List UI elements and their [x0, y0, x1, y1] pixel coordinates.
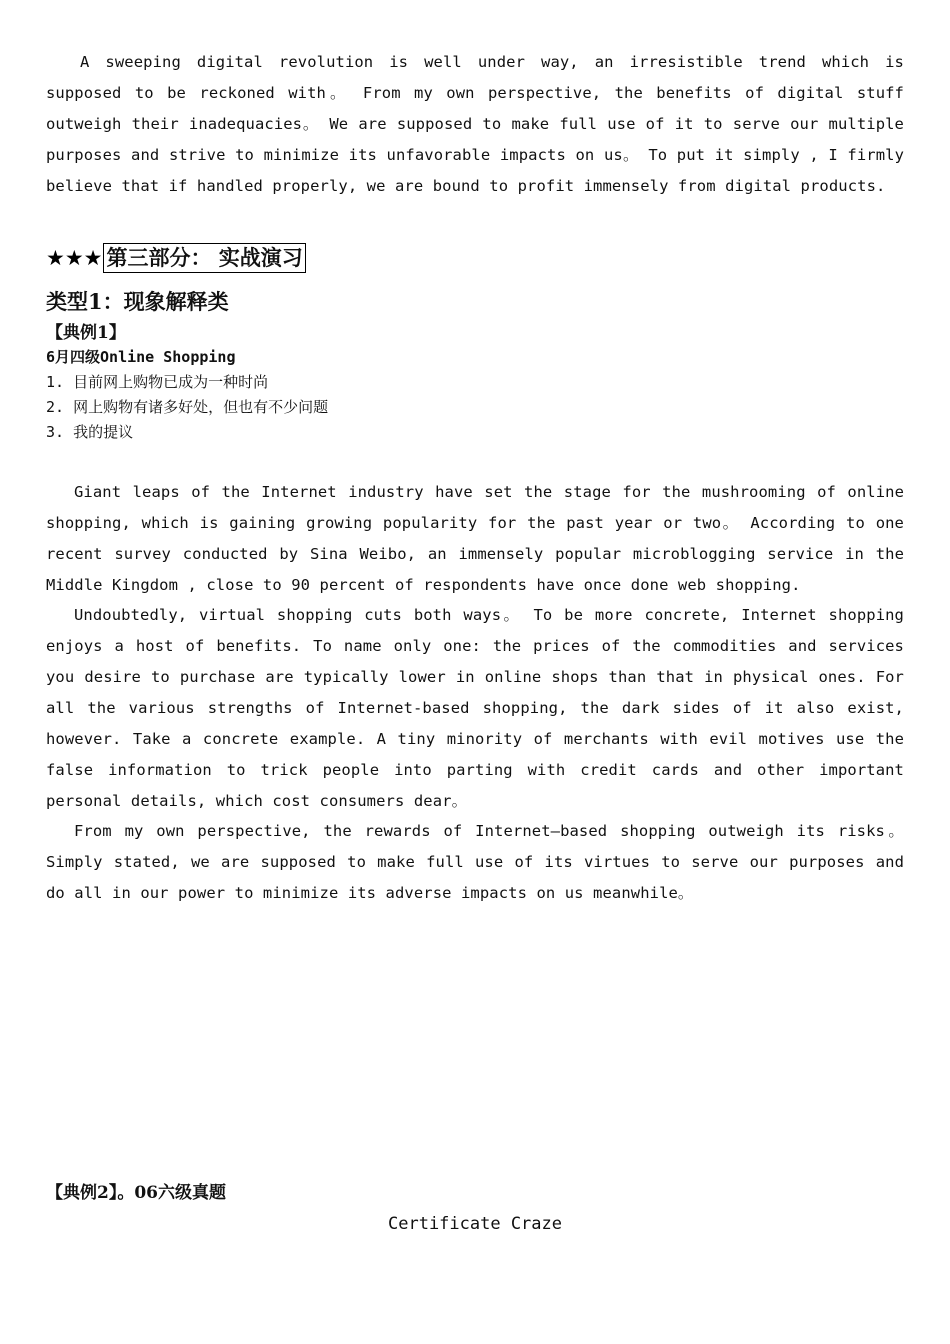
section-heading-title: 第三部分： 实战演习: [103, 243, 305, 273]
example1-paragraph: From my own perspective, the rewards of Internet—based shopping outweigh its risks。 Simply stated, we are supposed to make full use of its virtues to serve our purposes and do all in our power to minimize its adverse impacts on us meanwhile。: [46, 822, 904, 902]
example1-label: 【典例1】: [46, 323, 126, 343]
example1-paragraph: Undoubtedly, virtual shopping cuts both ways。 To be more concrete, Internet shopping enjoys a host of benefits. To name only one: the prices of the commodities and services you desire to purchase are typically lower in online shops than that in physical ones. For all the various strengths of Internet-based shopping, the dark sides of it also exist, however. Take a concrete example. A tiny minority of merchants with evil motives use the false information to trick people into parting with credit cards and other important personal details, which cost consumers dear。: [46, 606, 904, 810]
example1-paragraph: Giant leaps of the Internet industry have set the stage for the mushrooming of online shopping, which is gaining growing popularity for the past year or two。 According to one recent survey conducted by Sina Weibo, an immensely popular microblogging service in the Middle Kingdom , close to 90 percent of respondents have once done web shopping.: [46, 483, 904, 594]
outline-item: 1. 目前网上购物已成为一种时尚: [46, 373, 269, 391]
type-title: 类型1：现象解释类: [46, 289, 229, 314]
example1-subtitle: 6月四级Online Shopping: [46, 348, 236, 366]
example2-label: 【典例2】。06六级真题: [46, 1183, 226, 1203]
example1-outline: [46, 370, 328, 445]
outline-item: 3. 我的提议: [46, 423, 134, 441]
outline-item: 2. 网上购物有诸多好处，但也有不少问题: [46, 398, 329, 416]
section-heading: [46, 243, 306, 273]
star-rating-icon: ★★★: [46, 246, 103, 270]
intro-paragraph: A sweeping digital revolution is well under way, an irresistible trend which is supposed to be reckoned with。 From my own perspective, the benefits of digital stuff outweigh their inadequacies。 We are supposed to make full use of it to serve our multiple purposes and strive to minimize its unfavorable impacts on us。 To put it simply , I firmly believe that if handled properly, we are bound to profit immensely from digital products.: [46, 53, 904, 195]
example2-title: Certificate Craze: [388, 1214, 562, 1234]
